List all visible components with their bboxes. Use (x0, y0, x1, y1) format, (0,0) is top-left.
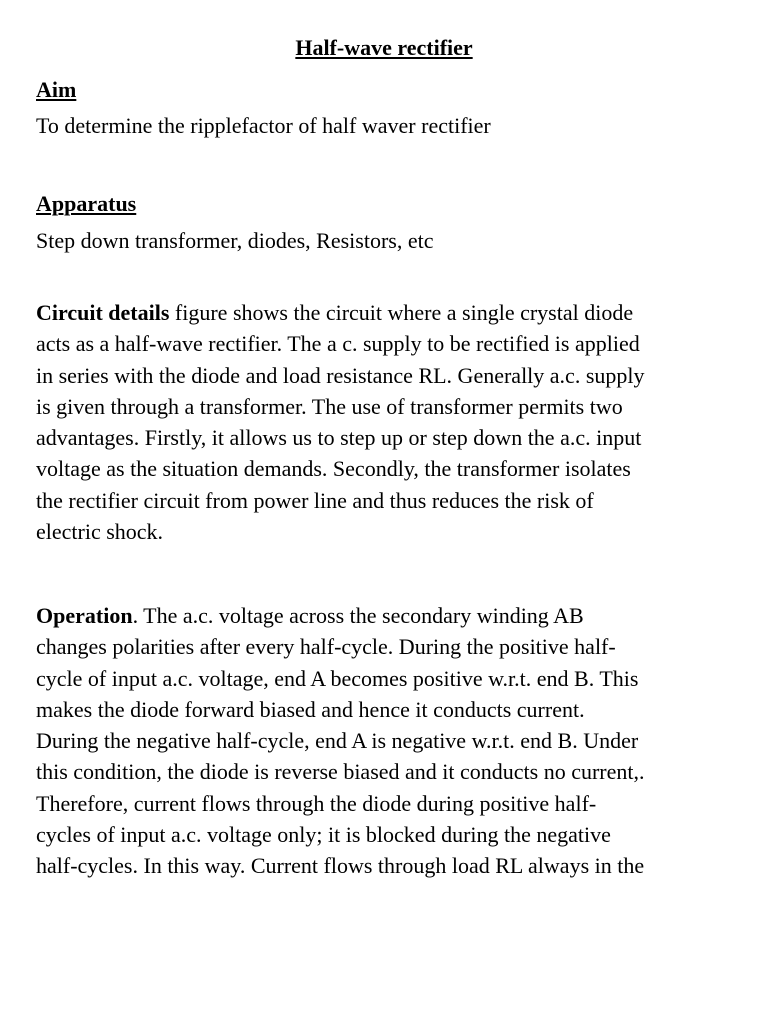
paragraph-line: makes the diode forward biased and hence it conducts current. (36, 696, 585, 722)
paragraph-line: Therefore, current flows through the diode during positive half- (36, 790, 597, 816)
circuit-details-paragraph (36, 297, 740, 547)
aim-heading: Aim (36, 77, 77, 102)
paragraph-line: cycles of input a.c. voltage only; it is blocked during the negative (36, 821, 611, 847)
paragraph-line-text: figure shows the circuit where a single crystal diode (169, 300, 634, 325)
paragraph-line: advantages. Firstly, it allows us to step up or step down the a.c. input (36, 425, 642, 450)
circuit-details-lead: Circuit details (36, 300, 170, 325)
operation-lead: Operation (36, 603, 133, 628)
paragraph-line: the rectifier circuit from power line and thus reduces the risk of (36, 487, 594, 513)
paragraph-line: During the negative half-cycle, end A is negative w.r.t. end B. Under (36, 728, 639, 753)
aim-text: To determine the ripplefactor of half waver rectifier (36, 113, 491, 138)
apparatus-heading: Apparatus (36, 191, 137, 216)
paragraph-line: electric shock. (36, 518, 164, 544)
apparatus-text: Step down transformer, diodes, Resistors, etc (36, 228, 434, 253)
paragraph-line: is given through a transformer. The use of transformer permits two (36, 393, 623, 419)
paragraph-line: acts as a half-wave rectifier. The a c. supply to be rectified is applied (36, 331, 640, 357)
document-title: Half-wave rectifier (295, 35, 473, 60)
paragraph-line: this condition, the diode is reverse biased and it conducts no current,. (36, 759, 645, 785)
paragraph-line (36, 297, 740, 328)
paragraph-line: changes polarities after every half-cycle. During the positive half- (36, 634, 616, 660)
paragraph-line: in series with the diode and load resistance RL. Generally a.c. supply (36, 362, 645, 388)
paragraph-line: voltage as the situation demands. Secondly, the transformer isolates (36, 456, 631, 482)
paragraph-line (36, 600, 740, 631)
operation-paragraph (36, 600, 740, 881)
paragraph-line: cycle of input a.c. voltage, end A becomes positive w.r.t. end B. This (36, 665, 639, 691)
paragraph-line: half-cycles. In this way. Current flows through load RL always in the (36, 853, 645, 878)
paragraph-line-text: . The a.c. voltage across the secondary winding AB (132, 603, 584, 628)
